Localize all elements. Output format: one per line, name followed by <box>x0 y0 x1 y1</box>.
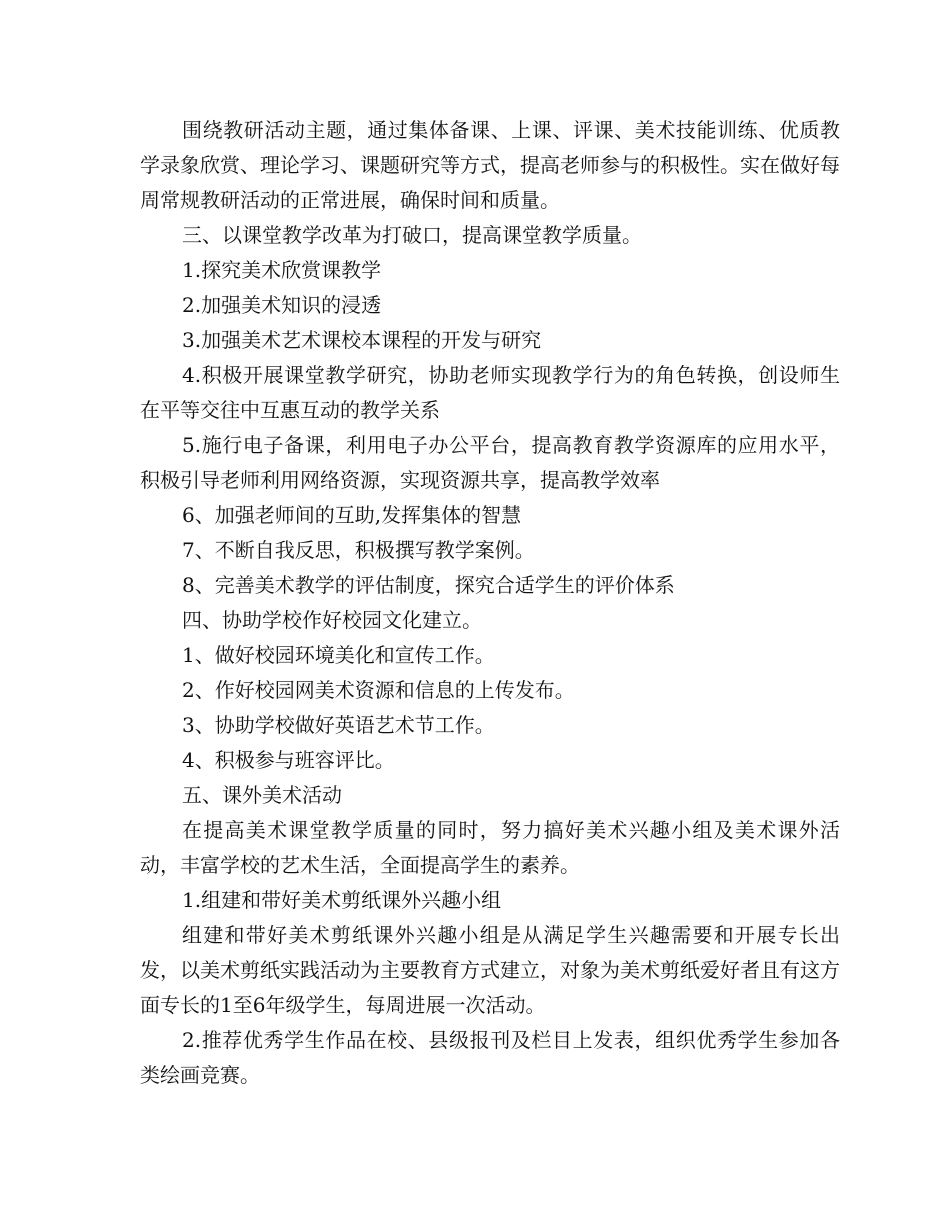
list-item: 1、做好校园环境美化和宣传工作。 <box>182 643 495 667</box>
list-item: 4.积极开展课堂教学研究，协助老师实现教学行为的角色转换，创设师生在平等交往中互惠互动的教学关系 <box>140 363 840 422</box>
section-heading: 五、课外美术活动 <box>182 783 342 807</box>
list-item: 3.加强美术艺术课校本课程的开发与研究 <box>182 328 542 352</box>
section-heading: 三、以课堂教学改革为打破口，提高课堂教学质量。 <box>182 223 642 247</box>
paragraph: 围绕教研活动主题，通过集体备课、上课、评课、美术技能训练、优质教学录象欣赏、理论学习、课题研究等方式，提高老师参与的积极性。实在做好每周常规教研活动的正常进展，确保时间和质量。 <box>140 118 840 212</box>
section-heading: 四、协助学校作好校园文化建立。 <box>182 608 482 632</box>
list-item: 2.加强美术知识的浸透 <box>182 293 382 317</box>
list-item: 4、积极参与班容评比。 <box>182 748 395 772</box>
list-item: 1.探究美术欣赏课教学 <box>182 258 382 282</box>
list-item: 8、完善美术教学的评估制度，探究合适学生的评价体系 <box>182 573 675 597</box>
list-item: 6、加强老师间的互助,发挥集体的智慧 <box>182 503 522 527</box>
list-item: 7、不断自我反思，积极撰写教学案例。 <box>182 538 535 562</box>
list-item: 2、作好校园网美术资源和信息的上传发布。 <box>182 678 575 702</box>
document-page <box>140 113 840 1093</box>
list-item: 2.推荐优秀学生作品在校、县级报刊及栏目上发表，组织优秀学生参加各类绘画竞赛。 <box>140 1028 840 1087</box>
paragraph: 组建和带好美术剪纸课外兴趣小组是从满足学生兴趣需要和开展专长出发，以美术剪纸实践活动为主要教育方式建立，对象为美术剪纸爱好者且有这方面专长的1至6年级学生，每周进展一次活动。 <box>140 923 840 1017</box>
paragraph: 在提高美术课堂教学质量的同时，努力搞好美术兴趣小组及美术课外活动，丰富学校的艺术生活，全面提高学生的素养。 <box>140 818 840 877</box>
list-item: 5.施行电子备课，利用电子办公平台，提高教育教学资源库的应用水平，积极引导老师利用网络资源，实现资源共享，提高教学效率 <box>140 433 840 492</box>
list-item: 1.组建和带好美术剪纸课外兴趣小组 <box>182 888 502 912</box>
list-item: 3、协助学校做好英语艺术节工作。 <box>182 713 495 737</box>
